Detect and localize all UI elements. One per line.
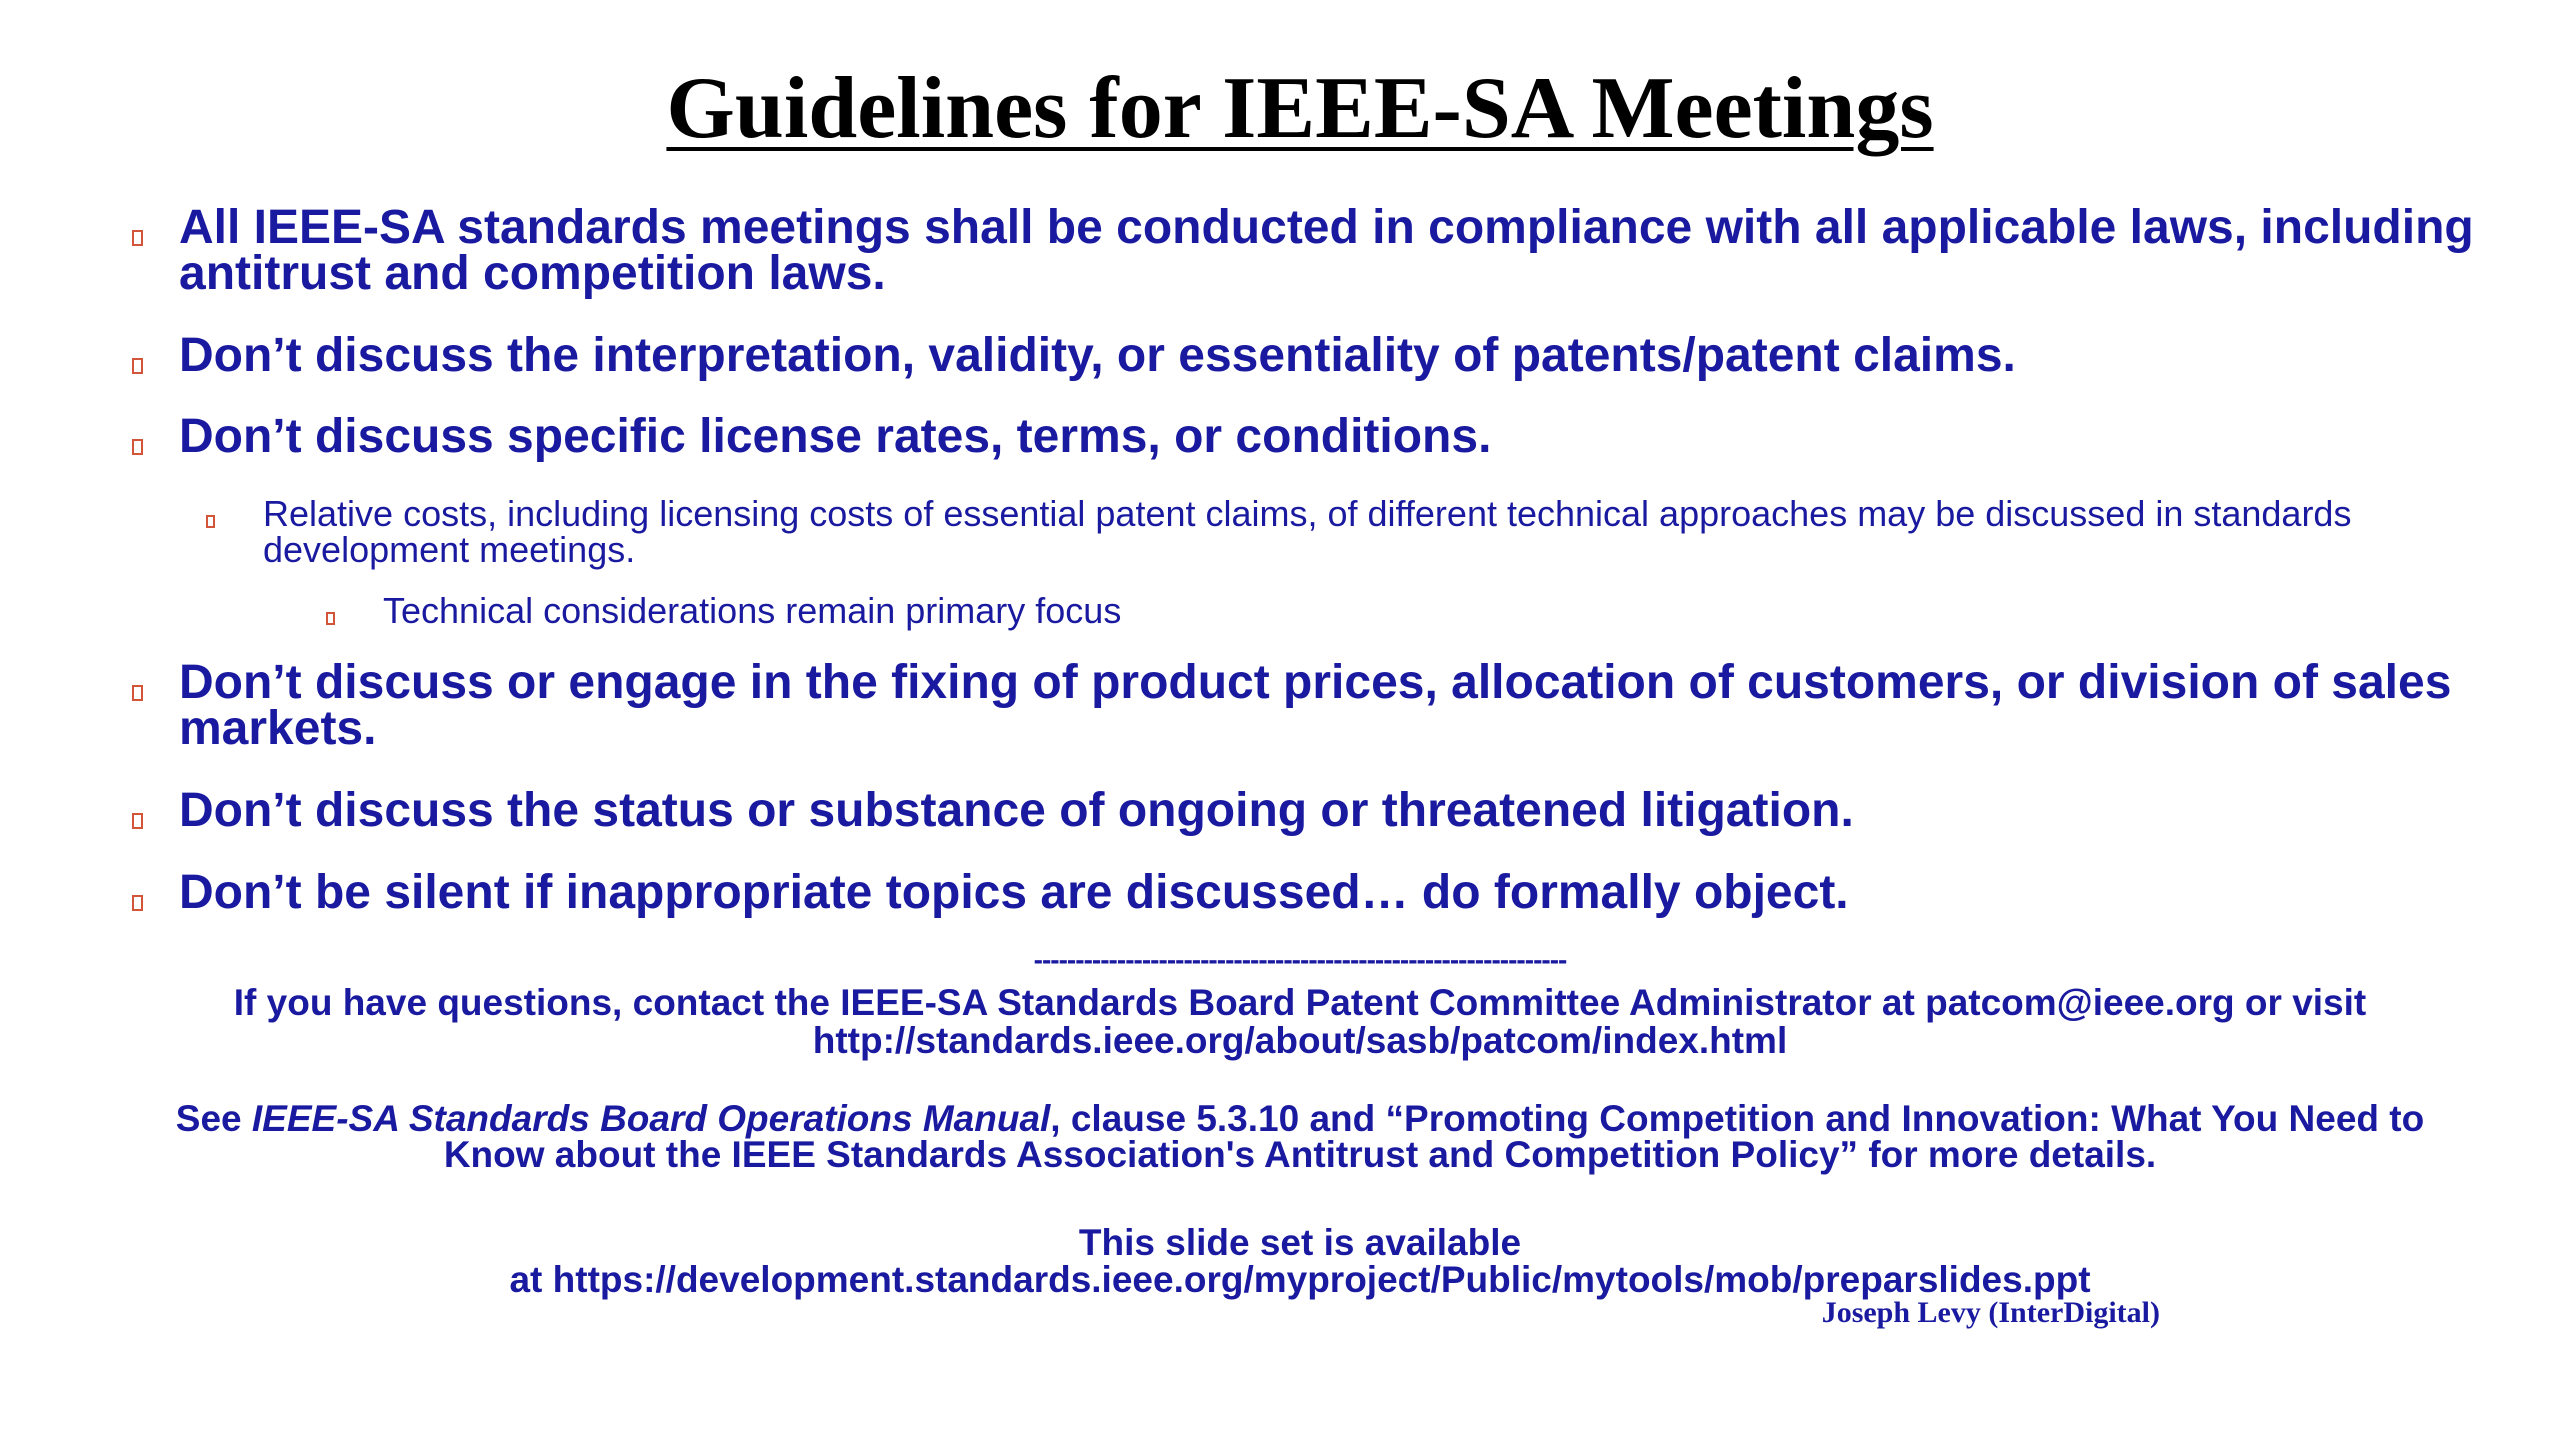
bullet-marker-icon [132, 895, 143, 911]
bullet-item [132, 410, 2512, 463]
author-footer: Joseph Levy (InterDigital) [1821, 1296, 2160, 1329]
availability-line-2: at https://development.standards.ieee.org/myproject/Public/mytools/mob/preparslides.ppt [509, 1259, 2091, 1300]
bullet-item [132, 329, 2512, 382]
bullet-marker-icon [132, 813, 143, 829]
divider-line: ---------------------------------------------------------------- [1033, 944, 1567, 975]
contact-line-1: If you have questions, contact the IEEE-SA Standards Board Patent Committee Administrator at patcom@ieee.org or visit [233, 982, 2367, 1023]
sub-sub-bullet-item [326, 590, 2476, 631]
bullet-marker-icon [132, 685, 143, 701]
contact-line-2: http://standards.ieee.org/about/sasb/patcom/index.html [812, 1020, 1788, 1061]
bullet-item [132, 201, 2512, 300]
bullet-marker-icon [206, 515, 215, 528]
see-line-1-rest: , clause 5.3.10 and “Promoting Competition and Innovation: What You Need to [1050, 1098, 2425, 1139]
sub-sub-bullet-text: Technical considerations remain primary focus [383, 590, 1122, 631]
bullet-text: All IEEE-SA standards meetings shall be conducted in compliance with all applicable laws, including antitrust and competition laws. [179, 201, 2474, 300]
bullet-text: Don’t discuss specific license rates, terms, or conditions. [179, 410, 1492, 463]
bullet-text: Don’t be silent if inappropriate topics are discussed… do formally object. [179, 866, 1849, 919]
see-prefix: See [175, 1098, 252, 1139]
availability-line-1: This slide set is available [1078, 1222, 1522, 1263]
bullet-item [132, 656, 2512, 755]
slide-title: Guidelines for IEEE-SA Meetings [666, 60, 1934, 157]
see-line-1 [0, 1100, 2560, 1137]
bullet-marker-icon [326, 612, 335, 625]
see-line-2: Know about the IEEE Standards Association's Antitrust and Competition Policy” for more details. [443, 1134, 2157, 1175]
bullet-item [132, 866, 2512, 919]
bullet-marker-icon [132, 358, 143, 374]
bullet-text: Don’t discuss the interpretation, validity, or essentiality of patents/patent claims. [179, 329, 2016, 382]
operations-manual-title: IEEE-SA Standards Board Operations Manual [251, 1098, 1051, 1139]
bullet-item [132, 784, 2512, 837]
bullet-text: Don’t discuss the status or substance of ongoing or threatened litigation. [179, 784, 1854, 837]
sub-bullet-text: Relative costs, including licensing costs of essential patent claims, of different technical approaches may be discussed in standards development meetings. [263, 493, 2352, 570]
bullet-text: Don’t discuss or engage in the fixing of product prices, allocation of customers, or division of sales markets. [179, 656, 2452, 755]
bullet-marker-icon [132, 230, 143, 246]
sub-bullet-item [206, 493, 2516, 570]
bullet-marker-icon [132, 439, 143, 455]
